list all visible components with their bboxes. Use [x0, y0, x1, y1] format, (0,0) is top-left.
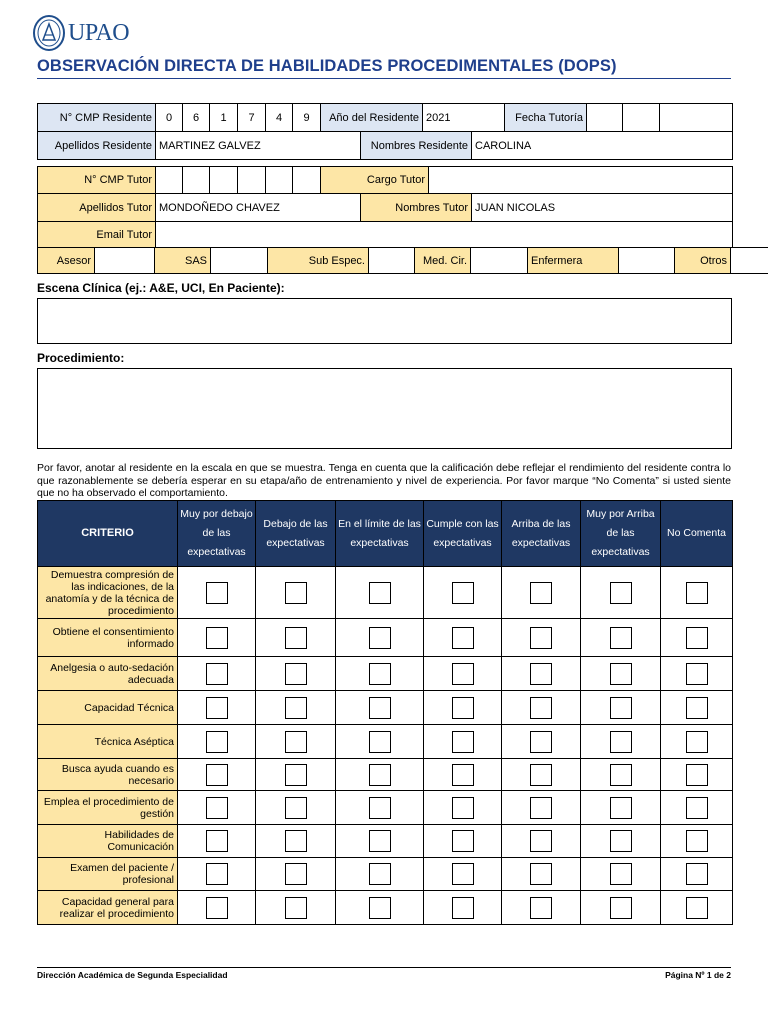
rating-checkbox[interactable]: [610, 663, 632, 685]
resident-cmp-label: N° CMP Residente: [38, 104, 156, 132]
rating-cell: [502, 691, 581, 725]
rating-cell: [178, 825, 256, 858]
rating-checkbox[interactable]: [369, 627, 391, 649]
rating-checkbox[interactable]: [530, 663, 552, 685]
footer-page-number: Página Nº 1 de 2: [665, 970, 731, 980]
rating-cell: [256, 891, 336, 925]
criteria-header: CRITERIO: [38, 501, 178, 567]
rating-cell: [502, 619, 581, 657]
tutor-email-field[interactable]: [156, 222, 733, 248]
rating-cell: [661, 619, 733, 657]
title-divider: [37, 78, 731, 79]
rating-checkbox[interactable]: [610, 897, 632, 919]
rating-column-header: En el límite de las expectativas: [336, 501, 424, 567]
rating-column-header: No Comenta: [661, 501, 733, 567]
tutor-cmp-digit[interactable]: [183, 167, 210, 194]
criteria-row: [38, 725, 733, 759]
resident-cmp-digit[interactable]: 1: [210, 104, 238, 132]
rating-cell: [424, 858, 502, 891]
resident-surnames-field[interactable]: MARTINEZ GALVEZ: [156, 132, 361, 160]
criteria-row: [38, 791, 733, 825]
role-sas-checkbox[interactable]: [211, 248, 268, 274]
rating-checkbox[interactable]: [285, 663, 307, 685]
tutor-role-table: [37, 247, 768, 274]
role-asesor-checkbox[interactable]: [95, 248, 155, 274]
rating-checkbox[interactable]: [369, 797, 391, 819]
resident-cmp-digit[interactable]: 4: [266, 104, 293, 132]
rating-cell: [424, 691, 502, 725]
rating-cell: [178, 691, 256, 725]
rating-cell: [661, 759, 733, 791]
rating-checkbox[interactable]: [686, 582, 708, 604]
upao-seal-icon: [32, 14, 66, 52]
rating-checkbox[interactable]: [686, 627, 708, 649]
rating-cell: [256, 619, 336, 657]
rating-cell: [256, 725, 336, 759]
criteria-row: [38, 858, 733, 891]
rating-checkbox[interactable]: [686, 663, 708, 685]
criteria-row: [38, 567, 733, 619]
rating-cell: [336, 791, 424, 825]
role-otros-label: Otros: [675, 248, 731, 274]
criteria-label: Demuestra compresión de las indicaciones, de la anatomía y de la técnica de procedimiento: [38, 567, 178, 619]
rating-checkbox[interactable]: [452, 627, 474, 649]
rating-column-header: Muy por debajo de las expectativas: [178, 501, 256, 567]
rating-cell: [336, 657, 424, 691]
rating-cell: [661, 567, 733, 619]
rating-cell: [502, 657, 581, 691]
rating-cell: [178, 891, 256, 925]
rating-checkbox[interactable]: [285, 797, 307, 819]
rating-checkbox[interactable]: [686, 897, 708, 919]
rating-cell: [178, 791, 256, 825]
logo-text: UPAO: [68, 19, 130, 46]
rating-checkbox[interactable]: [686, 697, 708, 719]
rating-cell: [256, 759, 336, 791]
rating-checkbox[interactable]: [610, 697, 632, 719]
rating-checkbox[interactable]: [369, 830, 391, 852]
rating-checkbox[interactable]: [285, 897, 307, 919]
role-asesor-label: Asesor: [38, 248, 95, 274]
tutor-cmp-digit[interactable]: [266, 167, 293, 194]
tutor-names-field[interactable]: JUAN NICOLAS: [472, 194, 733, 222]
rating-checkbox[interactable]: [610, 731, 632, 753]
rating-checkbox[interactable]: [686, 731, 708, 753]
resident-cmp-digit[interactable]: 0: [156, 104, 183, 132]
criteria-row: [38, 891, 733, 925]
tutor-cmp-digit[interactable]: [293, 167, 321, 194]
rating-cell: [581, 567, 661, 619]
resident-names-label: Nombres Residente: [361, 132, 472, 160]
rating-column-header: Arriba de las expectativas: [502, 501, 581, 567]
rating-checkbox[interactable]: [369, 764, 391, 786]
tutor-cmp-digit[interactable]: [156, 167, 183, 194]
rating-cell: [256, 567, 336, 619]
rating-checkbox[interactable]: [206, 731, 228, 753]
tutor-email-table: [37, 221, 733, 248]
criteria-row: [38, 619, 733, 657]
tutor-names-table: [37, 193, 733, 222]
rating-cell: [661, 891, 733, 925]
tutoring-date-day-field[interactable]: [587, 104, 623, 132]
rating-checkbox[interactable]: [206, 797, 228, 819]
criteria-row: [38, 825, 733, 858]
rating-checkbox[interactable]: [285, 697, 307, 719]
rating-cell: [256, 825, 336, 858]
rating-checkbox[interactable]: [206, 627, 228, 649]
tutoring-date-month-field[interactable]: [623, 104, 660, 132]
rating-checkbox[interactable]: [369, 863, 391, 885]
rating-cell: [336, 825, 424, 858]
tutoring-date-label: Fecha Tutoría: [505, 104, 587, 132]
rating-checkbox[interactable]: [285, 830, 307, 852]
tutor-cmp-digit[interactable]: [238, 167, 266, 194]
rating-checkbox[interactable]: [369, 731, 391, 753]
rating-cell: [178, 619, 256, 657]
tutor-cmp-digit[interactable]: [210, 167, 238, 194]
role-sas-label: SAS: [155, 248, 211, 274]
rating-cell: [581, 725, 661, 759]
tutor-position-field[interactable]: [429, 167, 733, 194]
rating-checkbox[interactable]: [686, 863, 708, 885]
criteria-row: [38, 691, 733, 725]
rating-checkbox[interactable]: [206, 830, 228, 852]
rating-cell: [336, 759, 424, 791]
rating-checkbox[interactable]: [452, 582, 474, 604]
rating-checkbox[interactable]: [206, 863, 228, 885]
rating-checkbox[interactable]: [530, 797, 552, 819]
role-med-cir-label: Med. Cir.: [415, 248, 471, 274]
rating-checkbox[interactable]: [530, 897, 552, 919]
criteria-label: Capacidad general para realizar el procedimiento: [38, 891, 178, 925]
rating-cell: [424, 891, 502, 925]
rating-cell: [424, 725, 502, 759]
rating-cell: [502, 825, 581, 858]
rating-cell: [336, 567, 424, 619]
rating-cell: [581, 619, 661, 657]
rating-cell: [336, 891, 424, 925]
rating-cell: [502, 858, 581, 891]
rating-checkbox[interactable]: [285, 582, 307, 604]
criteria-label: Capacidad Técnica: [38, 691, 178, 725]
tutoring-date-year-field[interactable]: [660, 104, 733, 132]
criteria-label: Emplea el procedimiento de gestión: [38, 791, 178, 825]
role-med-cir-checkbox[interactable]: [471, 248, 528, 274]
rating-checkbox[interactable]: [452, 764, 474, 786]
rating-cell: [336, 858, 424, 891]
tutor-names-label: Nombres Tutor: [361, 194, 472, 222]
rating-checkbox[interactable]: [285, 731, 307, 753]
resident-cmp-digit[interactable]: 9: [293, 104, 321, 132]
rating-checkbox[interactable]: [452, 731, 474, 753]
rating-cell: [256, 858, 336, 891]
clinical-scene-label: Escena Clínica (ej.: A&E, UCI, En Paciente):: [37, 281, 285, 295]
criteria-row: [38, 759, 733, 791]
rating-cell: [336, 725, 424, 759]
criteria-label: Anelgesia o auto-sedación adecuada: [38, 657, 178, 691]
rating-checkbox[interactable]: [686, 830, 708, 852]
rating-cell: [661, 691, 733, 725]
role-enfermera-label: Enfermera: [528, 248, 619, 274]
rating-cell: [502, 567, 581, 619]
rating-checkbox[interactable]: [285, 764, 307, 786]
instructions-text: Por favor, anotar al residente en la escala en que se muestra. Tenga en cuenta que la calificación debe reflejar el rendimiento del residente contra lo que razonablemente se debería esperar en su etapa/año de entrenamiento y nivel de experiencia. Por favor marque “No Comenta” si usted siente que no ha observado el comportamiento.: [37, 462, 731, 499]
rating-checkbox[interactable]: [206, 897, 228, 919]
rating-cell: [581, 691, 661, 725]
criteria-label: Busca ayuda cuando es necesario: [38, 759, 178, 791]
rating-cell: [502, 891, 581, 925]
footer-department: Dirección Académica de Segunda Especialidad: [37, 970, 228, 980]
rating-cell: [581, 858, 661, 891]
resident-cmp-digit[interactable]: 6: [183, 104, 210, 132]
rating-cell: [661, 791, 733, 825]
rating-checkbox[interactable]: [530, 830, 552, 852]
rating-cell: [661, 858, 733, 891]
rating-cell: [424, 567, 502, 619]
rating-cell: [502, 759, 581, 791]
rating-cell: [178, 657, 256, 691]
rating-checkbox[interactable]: [452, 863, 474, 885]
rating-checkbox[interactable]: [452, 830, 474, 852]
rating-cell: [336, 619, 424, 657]
role-enfermera-checkbox[interactable]: [619, 248, 675, 274]
rating-checkbox[interactable]: [285, 863, 307, 885]
rating-cell: [178, 858, 256, 891]
rating-checkbox[interactable]: [530, 863, 552, 885]
rating-checkbox[interactable]: [206, 582, 228, 604]
rating-checkbox[interactable]: [206, 663, 228, 685]
rating-cell: [178, 725, 256, 759]
rating-column-header: Debajo de las expectativas: [256, 501, 336, 567]
procedure-label: Procedimiento:: [37, 351, 125, 365]
tutor-surnames-field[interactable]: MONDOÑEDO CHAVEZ: [156, 194, 361, 222]
resident-year-label: Año del Residente: [321, 104, 423, 132]
rating-checkbox[interactable]: [530, 764, 552, 786]
tutor-surnames-label: Apellidos Tutor: [38, 194, 156, 222]
role-sub-espec-checkbox[interactable]: [369, 248, 415, 274]
role-otros-checkbox[interactable]: [731, 248, 768, 274]
resident-info-table: [37, 103, 733, 132]
rating-checkbox[interactable]: [452, 897, 474, 919]
criteria-table: [37, 500, 733, 925]
page-title: OBSERVACIÓN DIRECTA DE HABILIDADES PROCEDIMENTALES (DOPS): [37, 57, 617, 75]
rating-cell: [256, 657, 336, 691]
rating-cell: [178, 759, 256, 791]
rating-checkbox[interactable]: [452, 697, 474, 719]
upao-logo: [32, 14, 129, 52]
rating-cell: [581, 759, 661, 791]
rating-checkbox[interactable]: [452, 663, 474, 685]
rating-cell: [178, 567, 256, 619]
rating-cell: [502, 791, 581, 825]
rating-checkbox[interactable]: [452, 797, 474, 819]
resident-cmp-digit[interactable]: 7: [238, 104, 266, 132]
rating-checkbox[interactable]: [530, 582, 552, 604]
rating-checkbox[interactable]: [610, 764, 632, 786]
resident-names-field[interactable]: CAROLINA: [472, 132, 733, 160]
rating-checkbox[interactable]: [369, 582, 391, 604]
resident-surnames-label: Apellidos Residente: [38, 132, 156, 160]
tutor-email-label: Email Tutor: [38, 222, 156, 248]
rating-cell: [424, 825, 502, 858]
rating-cell: [424, 619, 502, 657]
rating-checkbox[interactable]: [610, 627, 632, 649]
role-sub-espec-label: Sub Espec.: [268, 248, 369, 274]
rating-checkbox[interactable]: [285, 627, 307, 649]
rating-checkbox[interactable]: [206, 697, 228, 719]
rating-checkbox[interactable]: [530, 697, 552, 719]
rating-checkbox[interactable]: [530, 731, 552, 753]
footer-divider: [37, 967, 731, 968]
criteria-label: Examen del paciente / profesional: [38, 858, 178, 891]
rating-cell: [256, 691, 336, 725]
rating-checkbox[interactable]: [686, 797, 708, 819]
rating-cell: [661, 657, 733, 691]
rating-cell: [424, 759, 502, 791]
criteria-label: Habilidades de Comunicación: [38, 825, 178, 858]
rating-cell: [661, 825, 733, 858]
rating-column-header: Muy por Arriba de las expectativas: [581, 501, 661, 567]
resident-year-field[interactable]: 2021: [423, 104, 505, 132]
rating-checkbox[interactable]: [610, 863, 632, 885]
rating-cell: [502, 725, 581, 759]
rating-checkbox[interactable]: [610, 797, 632, 819]
rating-checkbox[interactable]: [530, 627, 552, 649]
rating-cell: [424, 657, 502, 691]
rating-cell: [336, 691, 424, 725]
rating-checkbox[interactable]: [610, 830, 632, 852]
rating-cell: [581, 657, 661, 691]
clinical-scene-field[interactable]: [37, 298, 732, 344]
rating-checkbox[interactable]: [610, 582, 632, 604]
rating-checkbox[interactable]: [369, 697, 391, 719]
criteria-label: Técnica Aséptica: [38, 725, 178, 759]
resident-names-table: [37, 131, 733, 160]
procedure-field[interactable]: [37, 368, 732, 449]
rating-checkbox[interactable]: [206, 764, 228, 786]
rating-checkbox[interactable]: [369, 663, 391, 685]
rating-cell: [256, 791, 336, 825]
rating-column-header: Cumple con las expectativas: [424, 501, 502, 567]
rating-checkbox[interactable]: [686, 764, 708, 786]
rating-cell: [581, 825, 661, 858]
rating-checkbox[interactable]: [369, 897, 391, 919]
rating-cell: [581, 891, 661, 925]
rating-cell: [661, 725, 733, 759]
tutor-cmp-label: N° CMP Tutor: [38, 167, 156, 194]
criteria-row: [38, 657, 733, 691]
criteria-label: Obtiene el consentimiento informado: [38, 619, 178, 657]
rating-cell: [424, 791, 502, 825]
tutor-position-label: Cargo Tutor: [321, 167, 429, 194]
rating-cell: [581, 791, 661, 825]
tutor-info-table: [37, 166, 733, 194]
